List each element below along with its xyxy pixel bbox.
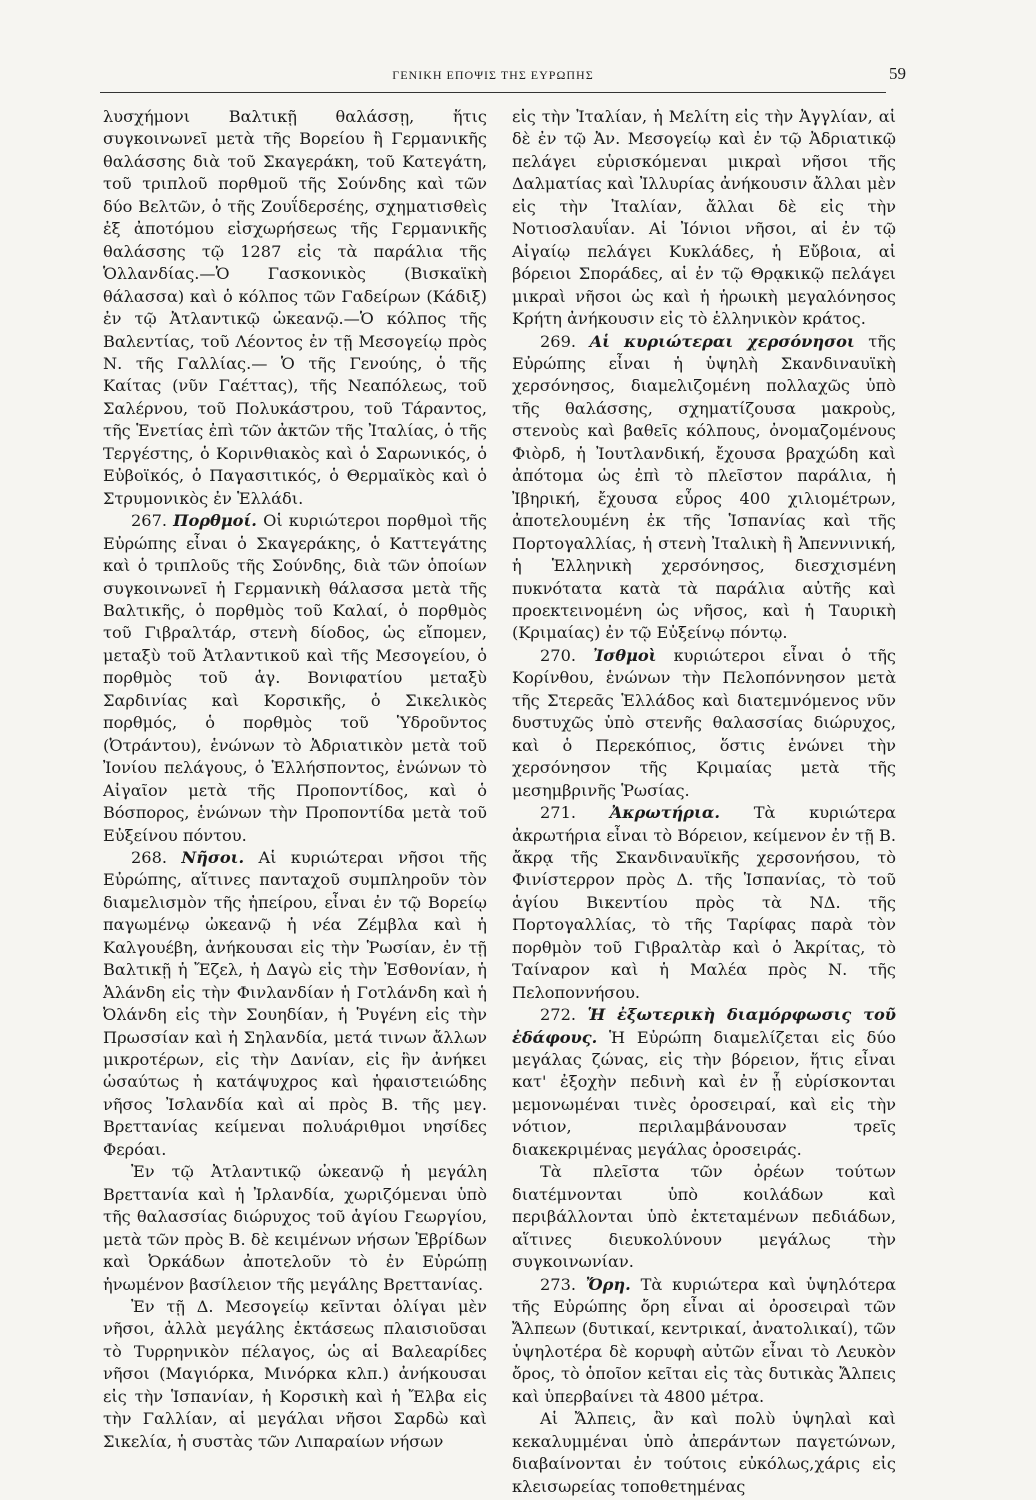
section-heading: Ἀκρωτήρια. [609,803,720,823]
section-number: 268. [131,847,168,867]
paragraph [103,1296,487,1453]
paragraph [512,331,896,645]
section-heading: Ἡ ἐξωτερικὴ διαμόρφωσις τοῦ ἐδάφους. [512,1005,896,1047]
left-column [103,106,487,1453]
paragraph-text: Τὰ πλεῖστα τῶν ὀρέων τούτων διατέμνονται ὑπὸ κοιλάδων καὶ περιβάλλονται ὑπὸ ἐκτεταμένων πεδιάδων, αἵτινες διευκολύνουν μεγάλως τὴν συγκοινωνίαν. [512,1162,896,1272]
section-heading: Ἰσθμοὶ [593,645,657,665]
section-number: 267. [131,511,168,531]
section-number: 269. [540,331,577,351]
paragraph [512,1161,896,1273]
section-heading: Νῆσοι. [181,847,245,867]
section-number: 270. [540,645,577,665]
paragraph-text: εἰς τὴν Ἰταλίαν, ἡ Μελίτη εἰς τὴν Ἀγγλίαν, αἱ δὲ ἐν τῷ Ἀν. Μεσογείῳ καὶ ἐν τῷ Ἀδριατικῷ πελάγει εὑρισκόμεναι μικραὶ νῆσοι τῆς Δαλματίας καὶ Ἰλλυρίας ἀνήκουσιν ἄλλαι μὲν εἰς τὴν Ἰταλίαν, ἄλλαι δὲ εἰς τὴν Νοτιοσλαυΐαν. Αἱ Ἰόνιοι νῆσοι, αἱ ἐν τῷ Αἰγαίῳ πελάγει Κυκλάδες, ἡ Εὔβοια, αἱ βόρειοι Σποράδες, αἱ ἐν τῷ Θρᾳκικῷ πελάγει μικραὶ νῆσοι ὡς καὶ ἡ ἡρωικὴ μεγαλόνησος Κρήτη ἀνήκουσιν εἰς τὸ ἑλληνικὸν κράτος. [512,107,896,329]
paragraph-text: Οἱ κυριώτεροι πορθμοὶ τῆς Εὐρώπης εἶναι ὁ Σκαγεράκης, ὁ Καττεγάτης καὶ ὁ τριπλοῦς τῆς Σούνδης, διὰ τῶν ὁποίων συγκοινωνεῖ ἡ Γερμανικὴ θάλασσα μετὰ τῆς Βαλτικῆς, ὁ πορθμὸς τοῦ Καλαί, ὁ πορθμὸς τοῦ Γιβραλτάρ, στενὴ δίοδος, ὡς εἴπομεν, μεταξὺ τοῦ Ἀτλαντικοῦ καὶ τῆς Μεσογείου, ὁ πορθμὸς τοῦ ἁγ. Βονιφατίου μεταξὺ Σαρδινίας καὶ Κορσικῆς, ὁ Σικελικὸς πορθμός, ὁ πορθμὸς τοῦ Ὑδροῦντος (Ὀτράντου), ἑνώνων τὸ Ἀδριατικὸν μετὰ τοῦ Ἰονίου πελάγους, ὁ Ἑλλήσποντος, ἑνώνων τὸ Αἰγαῖον μετὰ τῆς Προποντίδος, καὶ ὁ Βόσπορος, ἑνώνων τὴν Προποντίδα μετὰ τοῦ Εὐξείνου πόντου. [103,511,487,845]
page-number: 59 [889,64,906,83]
paragraph [103,106,487,510]
section-number: 271. [540,803,577,823]
paragraph [103,1161,487,1296]
section-number: 273. [540,1274,577,1294]
paragraph-text: Ἡ Εὐρώπη διαμελίζεται εἰς δύο μεγάλας ζώνας, εἰς τὴν βόρειον, ἥτις εἶναι κατ' ἐξοχὴν πεδινὴ καὶ ἐν ᾗ εὑρίσκονται μεμονωμέναι τινὲς ὀροσειραί, καὶ εἰς τὴν νότιον, περιλαμβάνουσαν τρεῖς διακεκριμένας μεγάλας ὀροσειράς. [512,1027,896,1159]
paragraph-text: Αἱ Ἄλπεις, ἂν καὶ πολὺ ὑψηλαὶ καὶ κεκαλυμμέναι ὑπὸ ἀπεράντων παγετώνων, διαβαίνονται ἐν τούτοις εὐκόλως,χάρις εἰς κλεισωρείας τοποθετημένας [512,1409,896,1496]
paragraph [512,1004,896,1161]
paragraph-text: κυριώτεροι εἶναι ὁ τῆς Κορίνθου, ἑνώνων τὴν Πελοπόννησον μετὰ τῆς Στερεᾶς Ἑλλάδος καὶ διατεμνόμενος νῦν δυστυχῶς ὑπὸ στενῆς θαλασσίας διώρυχος, καὶ ὁ Περεκόπιος, ὅστις ἑνώνει τὴν χερσόνησον τῆς Κριμαίας μετὰ τῆς μεσημβρινῆς Ῥωσίας. [512,645,896,800]
right-column [512,106,896,1498]
running-title: ΓΕΝΙΚΗ ΕΠΟΨΙΣ ΤΗΣ ΕΥΡΩΠΗΣ [392,68,594,82]
paragraph-text: Ἐν τῇ Δ. Μεσογείῳ κεῖνται ὀλίγαι μὲν νῆσοι, ἀλλὰ μεγάλης ἐκτάσεως πλαισιοῦσαι τὸ Τυρρηνικὸν πέλαγος, ὡς αἱ Βαλεαρίδες νῆσοι (Μαγιόρκα, Μινόρκα κλπ.) ἀνήκουσαι εἰς τὴν Ἱσπανίαν, ἡ Κορσικὴ καὶ ἡ Ἔλβα εἰς τὴν Γαλλίαν, αἱ μεγάλαι νῆσοι Σαρδὼ καὶ Σικελία, ἡ συστὰς τῶν Λιπαραίων νήσων [103,1297,487,1451]
paragraph [103,510,487,847]
paragraph [512,1408,896,1498]
section-number: 272. [540,1005,577,1025]
section-heading: Αἱ κυριώτεραι χερσόνησοι [589,331,855,351]
paragraph [512,802,896,1004]
paragraph-text: Τὰ κυριώτερα καὶ ὑψηλότερα τῆς Εὐρώπης ὄρη εἶναι αἱ ὀροσειραὶ τῶν Ἄλπεων (δυτικαί, κεντρικαί, ἀνατολικαί), τῶν ὑψηλοτέρα δὲ κορυφὴ αὐτῶν εἶναι τὸ Λευκὸν ὄρος, τὸ ὁποῖον κεῖται εἰς τὰς δυτικὰς Ἄλπεις καὶ ὑπερβαίνει τὰ 4800 μέτρα. [512,1274,896,1406]
paragraph-text: Ἐν τῷ Ἀτλαντικῷ ὠκεανῷ ἡ μεγάλη Βρεττανία καὶ ἡ Ἰρλανδία, χωριζόμεναι ὑπὸ τῆς θαλασσίας διώρυχος τοῦ ἁγίου Γεωργίου, μετὰ τῶν πρὸς Β. δὲ κειμένων νήσων Ἑβρίδων καὶ Ὀρκάδων ἀποτελοῦν τὸ ἐν Εὐρώπῃ ἡνωμένον βασίλειον τῆς μεγάλης Βρεττανίας. [103,1162,487,1294]
running-header [100,64,906,93]
section-heading: Ὄρη. [585,1274,631,1294]
paragraph [512,1274,896,1409]
paragraph-text: Τὰ κυριώτερα ἀκρωτήρια εἶναι τὸ Βόρειον, κείμενον ἐν τῇ Β. ἄκρᾳ τῆς Σκανδιναυϊκῆς χερσονήσου, τὸ Φινίστερρον πρὸς Δ. τῆς Ἱσπανίας, τὸ τοῦ ἁγίου Βικεντίου πρὸς τὰ ΝΔ. τῆς Πορτογαλλίας, τὸ τῆς Ταρίφας παρὰ τὸν πορθμὸν τοῦ Γιβραλτὰρ καὶ ὁ Ἀκρίτας, τὸ Ταίναρον καὶ ἡ Μαλέα πρὸς Ν. τῆς Πελοποννήσου. [512,803,896,1002]
paragraph [512,645,896,802]
paragraph [103,847,487,1161]
paragraph-text: Αἱ κυριώτεραι νῆσοι τῆς Εὐρώπης, αἵτινες πανταχοῦ συμπληροῦν τὸν διαμελισμὸν τῆς ἠπείρου, εἶναι ἐν τῷ Βορείῳ παγωμένῳ ὠκεανῷ ἡ νέα Ζέμβλα καὶ ἡ Καλγουέβη, ἀνήκουσαι εἰς τὴν Ῥωσίαν, ἐν τῇ Βαλτικῇ ἡ Ἔζελ, ἡ Δαγὼ εἰς τὴν Ἐσθονίαν, ἡ Ἀλάνδη εἰς τὴν Φινλανδίαν ἡ Γοτλάνδη καὶ ἡ Ὀλάνδη εἰς τὴν Σουηδίαν, ἡ Ῥυγένη εἰς τὴν Πρωσσίαν καὶ ἡ Σηλανδία, μετά τινων ἄλλων μικροτέρων, εἰς τὴν Δανίαν, εἰς ἣν ἀνήκει ὡσαύτως ἡ κατάψυχρος καὶ ἡφαιστειώδης νῆσος Ἰσλανδία καὶ αἱ πρὸς Β. τῆς μεγ. Βρεττανίας κείμεναι πολυάριθμοι νησίδες Φερόαι. [103,847,487,1159]
section-heading: Πορθμοί. [173,511,257,531]
paragraph [512,106,896,331]
paragraph-text: λυσχήμονι Βαλτικῇ θαλάσσῃ, ἥτις συγκοινωνεῖ μετὰ τῆς Βορείου ἢ Γερμανικῆς θαλάσσης διὰ τοῦ Σκαγεράκη, τοῦ Κατεγάτη, τοῦ τριπλοῦ πορθμοῦ τῆς Σούνδης καὶ τῶν δύο Βελτῶν, ὁ τῆς Ζουΐδερσέης, σχηματισθεὶς ἐξ ἀποτόμου εἰσχωρήσεως τῆς Γερμανικῆς θαλάσσης τῷ 1287 εἰς τὰ παράλια τῆς Ὁλλανδίας.—Ὁ Γασκονικὸς (Βισκαϊκὴ θάλασσα) καὶ ὁ κόλπος τῶν Γαδείρων (Κάδιξ) ἐν τῷ Ἀτλαντικῷ ὠκεανῷ.—Ὁ κόλπος τῆς Βαλεντίας, τοῦ Λέοντος ἐν τῇ Μεσογείῳ πρὸς Ν. τῆς Γαλλίας.— Ὁ τῆς Γενούης, ὁ τῆς Καίτας (νῦν Γαέττας), τῆς Νεαπόλεως, τοῦ Σαλέρνου, τοῦ Πολυκάστρου, τοῦ Τάραντος, τῆς Ἑνετίας ἐπὶ τῶν ἀκτῶν τῆς Ἰταλίας, ὁ τῆς Τεργέστης, ὁ Κορινθιακὸς καὶ ὁ Σαρωνικός, ὁ Εὐβοϊκός, ὁ Παγασιτικός, ὁ Θερμαϊκὸς καὶ ὁ Στρυμονικὸς ἐν Ἑλλάδι. [103,107,487,508]
paragraph-text: τῆς Εὐρώπης εἶναι ἡ ὑψηλὴ Σκανδιναυϊκὴ χερσόνησος, διαμελιζομένη πολλαχῶς ὑπὸ τῆς θαλάσσης, σχηματίζουσα μακροὺς, στενοὺς καὶ βαθεῖς κόλπους, ὀνομαζομένους Φιὸρδ, ἡ Ἰουτλανδική, ἔχουσα βραχώδη καὶ ἀπότομα ὡς ἐπὶ τὸ πλεῖστον παράλια, ἡ Ἰβηρική, ἔχουσα εὖρος 400 χιλιομέτρων, ἀποτελουμένη ἐκ τῆς Ἱσπανίας καὶ τῆς Πορτογαλλίας, ἡ στενὴ Ἰταλικὴ ἢ Ἀπεννινική, ἡ Ἑλληνικὴ χερσόνησος, διεσχισμένη πυκνότατα κατὰ τὰ παράλια αὐτῆς καὶ προεκτεινομένη ὡς νῆσος, καὶ ἡ Ταυρικὴ (Κριμαίας) ἐν τῷ Εὐξείνῳ πόντῳ. [512,331,896,643]
